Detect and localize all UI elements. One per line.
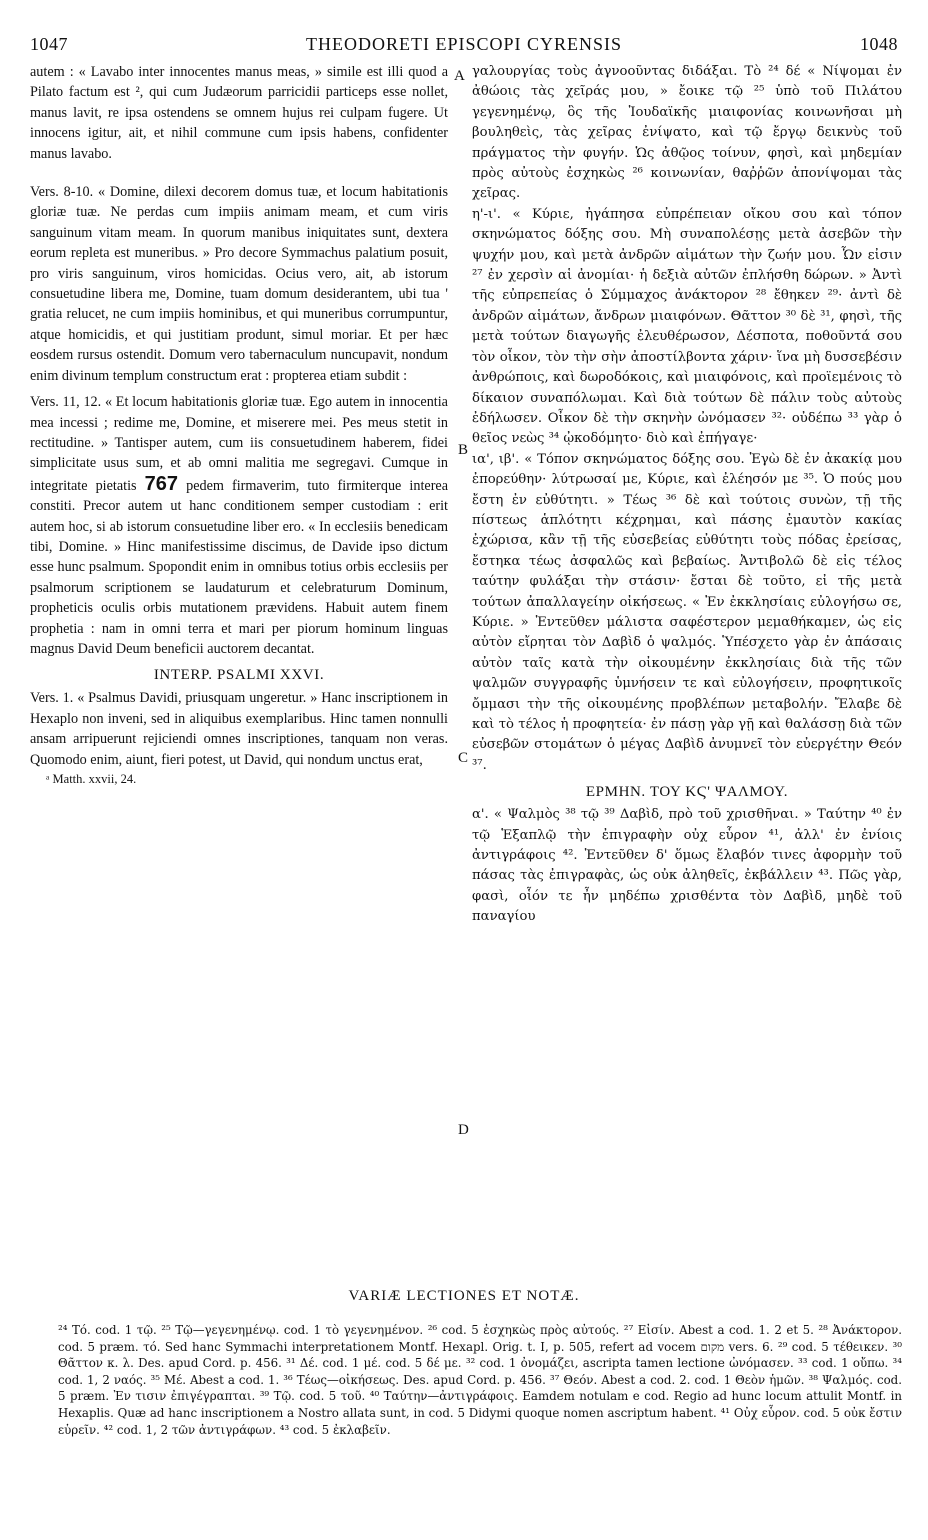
section-heading-latin: INTERP. PSALMI XXVI. bbox=[153, 667, 325, 684]
page-number-left: 1047 bbox=[30, 34, 68, 54]
greek-paragraph: γαλουργίας τοὺς ἀγνοοῦντας διδάξαι. Τὸ ²⁴ δέ « Νίψομαι ἐν ἀθώοις τὰς χεῖράς μου, » ἔοικε τῷ ²⁵ ὑπὸ τοῦ Πιλάτου γεγενημένῳ, ὃς τῆς Ἰουδαϊκῆς μιαιφονίας κοινωνῆσαι μὴ βουληθεὶς, τὰς χεῖρας ἐνίψατο, καὶ τῷ ἔργῳ δεικνὺς τοῦ πράγματος τὴν φυγήν. Ὡς ἀθῷος τοίνυν, φησὶ, καὶ μηδεμίαν πρὸς αὐτοὺς ἐσχηκὼς ²⁶ κοινωνίαν, θαῤῥῶν ἀπονίψομαι τὰς χεῖρας. bbox=[472, 64, 902, 202]
latin-paragraph bbox=[30, 392, 448, 659]
greek-column bbox=[472, 62, 902, 928]
running-title: THEODORETI EPISCOPI CYRENSIS bbox=[305, 34, 623, 54]
running-header bbox=[30, 34, 898, 58]
margin-letter-c: C bbox=[458, 750, 469, 766]
greek-paragraph: η'-ι'. « Κύριε, ἠγάπησα εὐπρέπειαν οἴκου σου καὶ τόπον σκηνώματος δόξης σου. Μὴ συναπολέσῃς μετὰ ἀσεβῶν τὴν ψυχήν μου, καὶ μετὰ ἀνδρῶν αἱμάτων τὴν ζωήν μου. Ὧν εἰσιν ²⁷ ἐν χερσὶν αἱ ἀνομίαι· ἡ δεξιὰ αὐτῶν ἐπλήσθη δώρων. » Ἀντὶ τῆς εὐπρεπείας ὁ Σύμμαχος ἀνάκτορον ²⁸ ἔθηκεν ²⁹· ἀντὶ δὲ ἀνδρῶν αἱμάτων, ἄνδρων μιαιφόνων. Θᾶττον ³⁰ δὲ ³¹, φησὶ, τῆς μετὰ τούτων διαγωγῆς ἐλευθέρωσον, Δέσποτα, ποθοῦντά σου τὸν οἶκον, τὸν τὴν σὴν ἀποστίλβοντα χάριν· ἵνα μὴ δυσσεβέσιν ἀνθρώποις, καὶ δωροδόκοις, καὶ μιαιφόνοις, καὶ προϊεμένοις τὸ δίκαιον συναπόλωμαι. Καὶ διὰ τούτων δὲ πάλιν τοὺς αὐτοὺς ἐδήλωσεν. Οἶκον δὲ τὴν σκηνὴν ὠνόμασεν ³²· οὐδέπω ³³ γὰρ ὁ θεῖος νεὼς ³⁴ ᾠκοδόμητο· διὸ καὶ ἐπήγαγε· bbox=[472, 206, 902, 447]
notes-heading: VARIÆ LECTIONES ET NOTÆ. bbox=[348, 1288, 580, 1304]
page-mark: 767 bbox=[144, 472, 179, 495]
latin-paragraph: Vers. 1. « Psalmus Davidi, priusquam ungeretur. » Hanc inscriptionem in Hexaplo non inveni, sed in aliquibus exemplaribus. Hinc tamen nonnulli ansam arripuerunt rejiciendi omnes inscriptiones, tanquam non veras. Quomodo enim, aiunt, fieri potest, ut David, qui nondum unctus erat, bbox=[30, 690, 448, 768]
latin-paragraph: Vers. 8-10. « Domine, dilexi decorem domus tuæ, et locum habitationis gloriæ tuæ. Ne perdas cum impiis animam meam, et cum viris sanguinum vitam meam. In quorum manibus iniquitates sunt, dextera eorum repleta est muneribus. » Pro decore Symmachus palatium posuit, pro viris sanguinum, viros homicidas. Ocius vero, ait, ab istorum consuetudine libera me, Domine, tuam domum desiderantem, ubi tua ' gratia relucet, ne cum impiis hominibus, et qui muneribus corrumpuntur, atque homicidis, et qui justitiam produnt, simul moriar. Et per hæc eosdem rursus ostendit. Domum vero tabernaculum nuncupavit, nondum enim divinum templum constructum erat : propterea etiam subdit : bbox=[30, 184, 448, 384]
section-heading-greek: ΕΡΜΗΝ. ΤΟΥ ΚϚ' ΨΑΛΜΟΥ. bbox=[585, 784, 789, 801]
latin-text: Vers. 11, 12. « Et locum habitationis gloriæ tuæ. Ego autem in innocentia mea incessi ; redime me, Domine, et miserere mei. Pes meus stetit in rectitudine. » Tantisper autem, cum iis consuetudinem haberem, fidei simplicitate usus sum, et ab omni malitia me segregavi. Cumque in integritate pietatis bbox=[30, 394, 448, 494]
footnote: ᵃ Matth. xxvii, 24. bbox=[46, 772, 137, 786]
notes-text: ²⁴ Τό. cod. 1 τῷ. ²⁵ Τῷ—γεγενημένῳ. cod. 1 τὸ γεγενημένον. ²⁶ cod. 5 ἐσχηκὼς πρὸς αὐτούς. ²⁷ Εἰσίν. Abest a cod. 1. 2 et 5. ²⁸ Ἀνάκτορον. cod. 5 præm. τό. Sed hanc Symmachi interpretationem Montf. Hexapl. Orig. t. I, p. 505, refert ad vocem מקום vers. 6. ²⁹ cod. 5 τέθεικεν. ³⁰ Θᾶττον κ. λ. Des. apud Cord. p. 456. ³¹ Δέ. cod. 1 μέ. cod. 5 δέ με. ³² cod. 1 ὀνομάζει, ascripta tamen lectione ὠνόμασεν. ³³ cod. 1 οὔπω. ³⁴ cod. 1, 2 ναός. ³⁵ Μέ. Abest a cod. 1. ³⁶ Τέως—οἰκήσεως. Des. apud Cord. p. 456. ³⁷ Θεόν. Abest a cod. 2. cod. 1 Θεὸν ἡμῶν. ³⁸ Ψαλμός. cod. 5 præm. Ἐν τισιν ἐπιγέγραπται. ³⁹ Τῷ. cod. 5 τοῦ. ⁴⁰ Ταύτην—ἀντιγράφοις. Eamdem notulam e cod. Regio ad hunc locum attulit Montf. in Hexaplis. Quæ ad hanc inscriptionem a Nostro allata sunt, in cod. 5 Didymi quoque nomen ascriptum habent. ⁴¹ Οὐχ εὗρον. cod. 5 οὐκ ἔστιν εὑρεῖν. ⁴² cod. 1, 2 τῶν ἀντιγράφων. ⁴³ cod. 5 ἐκλαβεῖν. bbox=[58, 1323, 902, 1437]
latin-column bbox=[30, 62, 448, 787]
greek-paragraph: α'. « Ψαλμὸς ³⁸ τῷ ³⁹ Δαβὶδ, πρὸ τοῦ χρισθῆναι. » Ταύτην ⁴⁰ ἐν τῷ Ἑξαπλῷ τὴν ἐπιγραφὴν οὐχ εὗρον ⁴¹, ἀλλ' ἐν ἐνίοις ἀντιγράφοις ⁴². Ἐντεῦθεν δ' ὅμως ἔλαβόν τινες ἀφορμὴν τοῦ πάσας τὰς ἐπιγραφὰς, ὡς οὐκ ἀληθεῖς, ἐκβάλλειν ⁴³. Πῶς γὰρ, φασὶ, οἷόν τε ἦν μηδέπω χρισθέντα τὸν Δαβὶδ, μηδὲ τοῦ παναγίου bbox=[472, 807, 902, 925]
margin-letter-d: D bbox=[458, 1122, 469, 1138]
margin-letter-a: A bbox=[454, 68, 465, 84]
latin-text: pedem firmaverim, tuto firmiterque interea constiti. Precor autem ut hanc conditionem semper custodiam : erit autem hoc, si ab istorum consuetudine liber ero. « In ecclesiis benedicam tibi, Domine. » Hinc manifestissime discimus, de Davide ipso dictum esse hunc psalmum. Spopondit enim in omnibus totius orbis ecclesiis per psalmorum scriptionem se laudaturum et celebraturum Dominum, propheticis oculis orbis mutationem prævidens. Habuit autem finem prophetia : nam in omni terra et mari per piorum hominum linguas magnus David Deum beneficii auctorem decantat. bbox=[30, 477, 449, 657]
variant-notes bbox=[58, 1322, 902, 1438]
page-number-right: 1048 bbox=[860, 34, 898, 54]
margin-letter-b: B bbox=[458, 442, 469, 458]
greek-paragraph: ια', ιβ'. « Τόπον σκηνώματος δόξης σου. Ἐγὼ δὲ ἐν ἀκακίᾳ μου ἐπορεύθην· λύτρωσαί με, Κύριε, καὶ ἐλέησόν με ³⁵. Ὁ πούς μου ἔστη ἐν εὐθύτητι. » Τέως ³⁶ δὲ καὶ τούτοις συνὼν, τῇ τῆς πίστεως ἁπλότητι κέχρημαι, καὶ πάσης ἐμαυτὸν κακίας ἐχώρισα, κἂν τῇ τῆς εὐσεβείας εὐθύτητι τοὺς πόδας ἐρείσας, ἔστηκα τέως ἀσφαλῶς καὶ βεβαίως. Ἀντιβολῶ δὲ εἰς τέλος ταύτην φυλάξαι τὴν στάσιν· ἔσται δὲ τοῦτο, εἰ τῆς μετὰ τούτων ἀπαλλαγείην οἰκήσεως. « Ἐν ἐκκλησίαις εὐλογήσω σε, Κύριε. » Ἐντεῦθεν μάλιστα σαφέστερον μεμαθήκαμεν, ὡς εἰς αὐτὸν εἴρηται τὸν Δαβὶδ ὁ ψαλμός. Ὑπέσχετο γὰρ ἐν ἁπάσαις αὐτὸν ταῖς κατὰ τὴν οἰκουμένην ἐκκλησίαις διὰ τῆς τῶν ψαλμῶν συγγραφῆς ὑμνήσειν τε καὶ εὐλογήσειν, προφητικοῖς ὄμμασι τὴν τῆς οἰκουμένης προβλέπων μεταβολήν. Ἔλαβε δὲ καὶ τὸ τέλος ἡ προφητεία· ἐν πάσῃ γὰρ γῇ καὶ θαλάσσῃ διὰ τῶν εὐσεβῶν στομάτων ὁ μέγας Δαβὶδ ἀνυμνεῖ τὸν εὐεργέτην Θεόν ³⁷. bbox=[472, 451, 902, 773]
latin-paragraph: autem : « Lavabo inter innocentes manus meas, » simile est illi quod a Pilato factum est ², qui cum Judæorum parricidii particeps esse nollet, manus lavit, re ipsa ostendens se omnem hujus rei culpam fugere. Ut innocens igitur, ait, et nihil commune cum ipsis habens, confidenter manus lavabo. bbox=[30, 64, 448, 162]
